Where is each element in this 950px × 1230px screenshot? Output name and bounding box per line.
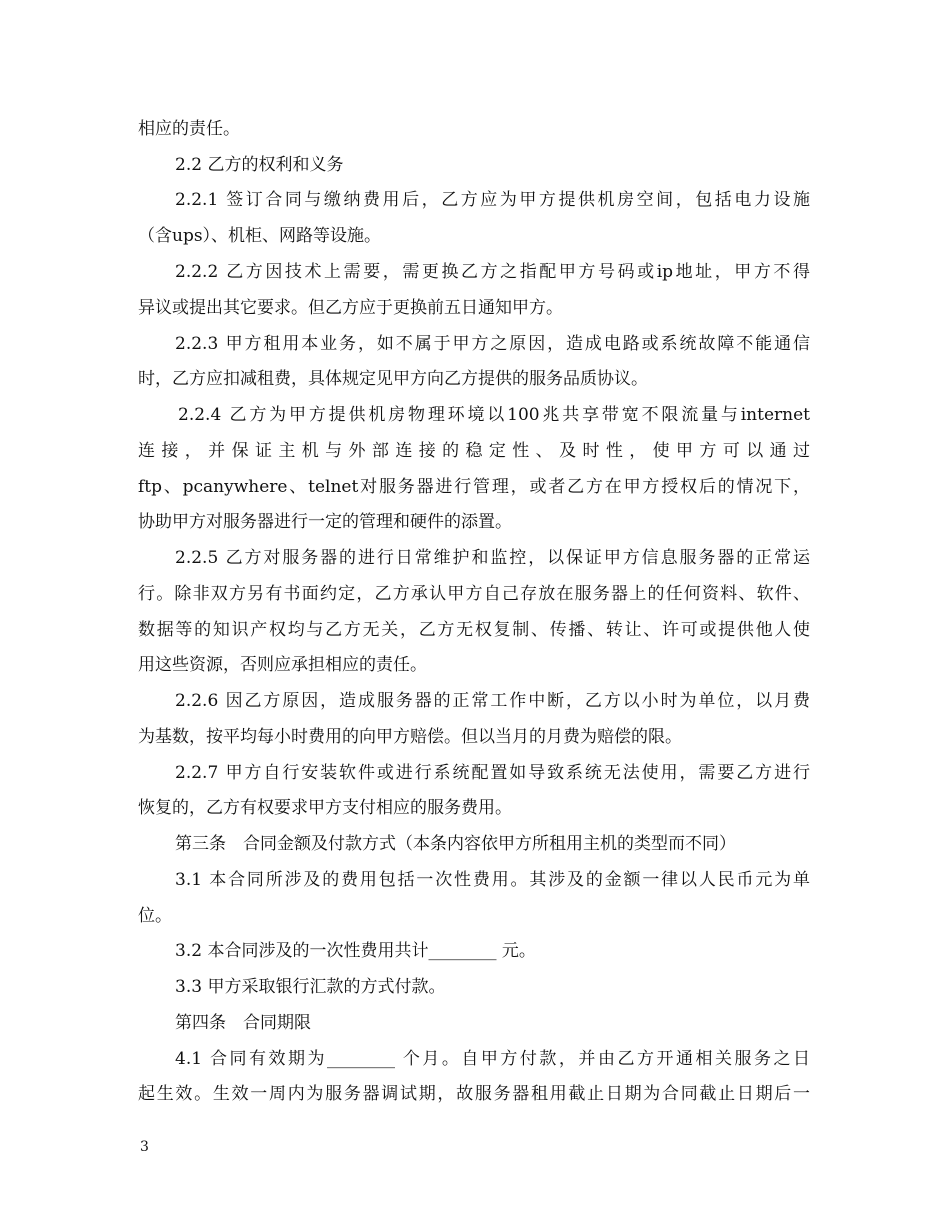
text-line: 2.2.4 乙方为甲方提供机房物理环境以100兆共享带宽不限流量与internet bbox=[178, 405, 810, 425]
text-line: 2.2.6 因乙方原因，造成服务器的正常工作中断，乙方以小时为单位，以月费 bbox=[175, 691, 810, 711]
text-line: 相应的责任。 bbox=[138, 119, 240, 139]
text-line: 2.2.2 乙方因技术上需要，需更换乙方之指配甲方号码或ip地址，甲方不得 bbox=[175, 262, 810, 282]
article-heading: 第三条 合同金额及付款方式（本条内容依甲方所租用主机的类型而不同） bbox=[175, 834, 736, 854]
text-line: 2.2.3 甲方租用本业务，如不属于甲方之原因，造成电路或系统故障不能通信 bbox=[175, 334, 810, 354]
text-line: 协助甲方对服务器进行一定的管理和硬件的添置。 bbox=[138, 512, 512, 532]
text-line: 异议或提出其它要求。但乙方应于更换前五日通知甲方。 bbox=[138, 298, 563, 318]
text-line: 用这些资源，否则应承担相应的责任。 bbox=[138, 655, 427, 675]
text-line: （含ups）、机柜、网路等设施。 bbox=[138, 226, 382, 246]
text-line: 3.2 本合同涉及的一次性费用共计________ 元。 bbox=[175, 941, 536, 961]
page-number: 3 bbox=[140, 1139, 149, 1155]
text-line: 连 接 ， 并 保 证 主 机 与 外 部 连 接 的 稳 定 性 、 及 时 性 ， 使 甲 方 可 以 通 过 bbox=[138, 441, 810, 461]
text-line: 4.1 合同有效期为________ 个月。自甲方付款，并由乙方开通相关服务之日 bbox=[175, 1049, 810, 1069]
text-line: 2.2.5 乙方对服务器的进行日常维护和监控，以保证甲方信息服务器的正常运 bbox=[175, 548, 810, 568]
text-line: 时，乙方应扣减租费，具体规定见甲方向乙方提供的服务品质协议。 bbox=[138, 369, 648, 389]
text-line: 数据等的知识产权均与乙方无关，乙方无权复制、传播、转让、许可或提供他人使 bbox=[138, 620, 810, 640]
text-line: 2.2.7 甲方自行安装软件或进行系统配置如导致系统无法使用，需要乙方进行 bbox=[175, 763, 810, 783]
text-line: 3.1 本合同所涉及的费用包括一次性费用。其涉及的金额一律以人民币元为单 bbox=[175, 870, 810, 890]
text-line: 2.2.1 签订合同与缴纳费用后，乙方应为甲方提供机房空间，包括电力设施 bbox=[175, 190, 810, 210]
article-heading: 第四条 合同期限 bbox=[175, 1013, 311, 1033]
text-line: 行。除非双方另有书面约定，乙方承认甲方自己存放在服务器上的任何资料、软件、 bbox=[138, 584, 810, 604]
section-heading: 2.2 乙方的权利和义务 bbox=[175, 155, 344, 175]
text-line: 恢复的，乙方有权要求甲方支付相应的服务费用。 bbox=[138, 798, 512, 818]
text-line: 为基数，按平均每小时费用的向甲方赔偿。但以当月的月费为赔偿的限。 bbox=[138, 727, 682, 747]
text-line: ftp、pcanywhere、telnet对服务器进行管理，或者乙方在甲方授权后的情况下， bbox=[138, 477, 810, 497]
text-line: 3.3 甲方采取银行汇款的方式付款。 bbox=[175, 977, 446, 997]
text-line: 位。 bbox=[138, 906, 172, 926]
text-line: 起生效。生效一周内为服务器调试期，故服务器租用截止日期为合同截止日期后一 bbox=[138, 1084, 810, 1104]
